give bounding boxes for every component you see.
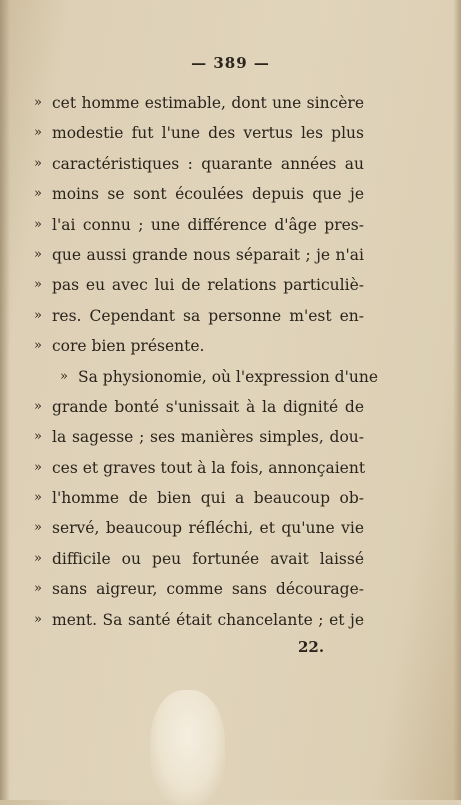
quote-mark: » — [34, 429, 42, 445]
line-text: caractéristiques : quarante années au — [52, 154, 364, 173]
text-line — [34, 179, 364, 209]
text-line — [34, 362, 378, 392]
line-text: ment. Sa santé était chancelante ; et je — [52, 610, 364, 629]
quote-mark: » — [34, 520, 42, 536]
line-text: l'homme de bien qui a beaucoup ob- — [52, 489, 364, 508]
line-text: res. Cependant sa personne m'est en- — [52, 306, 364, 325]
text-line — [34, 605, 364, 635]
text-line — [34, 513, 364, 543]
quote-mark: » — [34, 490, 42, 506]
line-text: cet homme estimable, dont une sincère — [52, 94, 364, 112]
quote-mark: » — [34, 125, 42, 141]
paper-stain — [150, 690, 225, 805]
text-line — [34, 149, 364, 179]
line-text: moins se sont écoulées depuis que je — [52, 185, 364, 204]
quote-mark: » — [34, 459, 42, 475]
quote-mark: » — [34, 581, 42, 597]
line-text: grande bonté s'unissait à la dignité de — [52, 397, 364, 416]
quote-mark: » — [34, 398, 42, 414]
text-line — [34, 270, 364, 300]
text-line — [34, 301, 364, 331]
quote-mark: » — [34, 95, 42, 110]
text-line — [34, 392, 364, 422]
body-text — [34, 88, 378, 635]
text-line — [34, 483, 364, 513]
quote-mark: » — [34, 155, 42, 171]
text-line — [34, 118, 364, 148]
line-text: sans aigreur, comme sans décourage- — [52, 580, 364, 599]
text-line — [34, 574, 364, 604]
line-text: ces et graves tout à la fois, annonçaient — [52, 458, 366, 477]
line-text: servé, beaucoup réfléchi, et qu'une vie — [52, 519, 364, 538]
text-line — [34, 453, 364, 483]
quote-mark: » — [34, 550, 42, 566]
line-text: la sagesse ; ses manières simples, dou- — [52, 428, 364, 447]
text-line — [34, 210, 364, 240]
text-line — [34, 88, 364, 118]
line-text: pas eu avec lui de relations particuliè- — [52, 276, 364, 295]
quote-mark: » — [34, 246, 42, 262]
page-edge-right — [453, 0, 461, 800]
line-text: difficile ou peu fortunée avait laissé — [52, 549, 364, 568]
quote-mark: » — [34, 277, 42, 293]
text-line — [34, 240, 364, 270]
signature-mark: 22. — [298, 638, 325, 656]
line-text: modestie fut l'une des vertus les plus — [52, 124, 364, 143]
text-line — [34, 422, 364, 452]
line-text: l'ai connu ; une différence d'âge pres- — [52, 215, 364, 234]
quote-mark: » — [34, 216, 42, 232]
page-edge-left — [0, 0, 10, 800]
line-text: core bien présente. — [52, 337, 205, 356]
text-line — [34, 544, 364, 574]
page-number: — 389 — — [191, 54, 270, 72]
quote-mark: » — [34, 186, 42, 202]
quote-mark: » — [34, 338, 42, 354]
quote-mark: » — [34, 307, 42, 323]
line-text: Sa physionomie, où l'expression d'une — [78, 367, 378, 386]
quote-mark: » — [60, 368, 68, 384]
quote-mark: » — [34, 611, 42, 627]
text-line — [34, 331, 364, 361]
line-text: que aussi grande nous séparait ; je n'ai — [52, 245, 364, 264]
